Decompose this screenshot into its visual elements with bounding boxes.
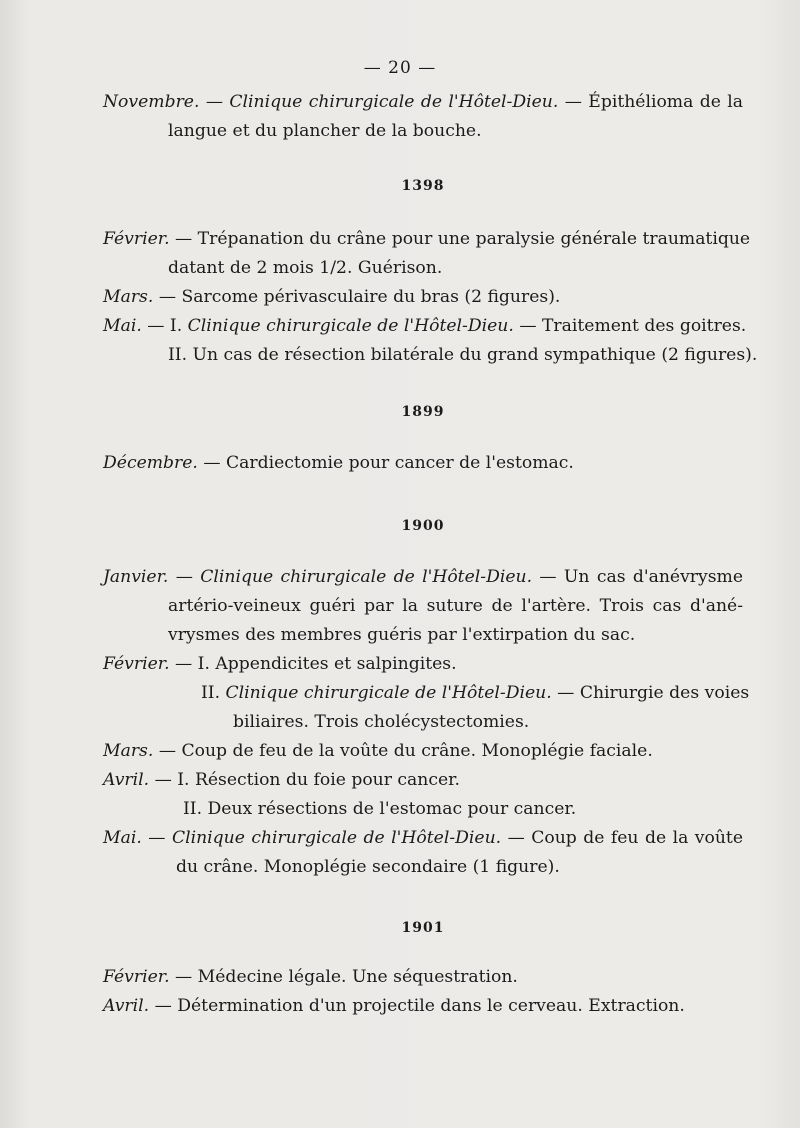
entry-text: — Coup de feu de la voûte [507,828,743,848]
entry-janvier-1900 [103,563,743,650]
month-label: Avril. [103,996,150,1016]
entry-line [103,449,743,478]
month-label: Février. [103,229,170,249]
clinique-title: Clinique chirurgicale de l'Hôtel-Dieu. [171,828,502,848]
entry-text: — Traitement des goitres. [519,316,747,336]
entry-fevrier-1898 [103,225,751,283]
entry-avril-1900 [103,766,743,824]
entry-line: II. Clinique chirurgicale de l'Hôtel-Dieu. — Chirurgie des voies [201,683,750,703]
entry-fevrier-1900 [103,650,750,737]
entry-decembre-1899 [103,449,743,478]
entry-mai-1898 [103,312,758,370]
entry-text: — Coup de feu de la voûte du crâne. Monoplégie faciale. [158,741,653,761]
month-label: Mars. [103,741,154,761]
entry-line: Janvier. — Clinique chirurgicale de l'Hôtel-Dieu. — Un cas d'anévrysme [103,567,743,587]
year-heading-1899: 1899 [401,404,445,420]
clinique-title: Clinique chirurgicale de l'Hôtel-Dieu. [200,567,533,587]
entry-line: biliaires. Trois cholécystectomies. [233,712,530,732]
clinique-title: Clinique chirurgicale de l'Hôtel-Dieu. [187,316,514,336]
entry-line [103,737,743,766]
entry-line: II. Deux résections de l'estomac pour cancer. [183,799,577,819]
page-number: — 20 — [363,58,437,78]
entry-mai-1900 [103,824,743,882]
entry-text: — Cardiectomie pour cancer de l'estomac. [203,453,574,473]
entry-text: — Chirurgie des voies [557,683,750,703]
month-label: Décembre. [103,453,198,473]
entry-mars-1898 [103,283,743,312]
entry-text: — Médecine légale. Une séquestration. [175,967,518,987]
entry-line: vrysmes des membres guéris par l'extirpation du sac. [168,625,636,645]
entry-text: — Épithélioma de la [564,92,744,112]
entry-fevrier-1901 [103,963,743,992]
clinique-title: Clinique chirurgicale de l'Hôtel-Dieu. [229,92,559,112]
entry-novembre [103,88,743,146]
entry-line [103,225,751,254]
entry-line: langue et du plancher de la bouche. [168,121,482,141]
entry-line: Novembre. — Clinique chirurgicale de l'Hôtel-Dieu. — Épithélioma de la [103,92,744,112]
entry-line [103,650,743,679]
entry-line: du crâne. Monoplégie secondaire (1 figure). [176,857,560,877]
entry-line [103,963,743,992]
entry-text: — I. Résection du foie pour cancer. [154,770,460,790]
month-label: Février. [103,967,170,987]
entry-text: — Détermination d'un projectile dans le cerveau. Extraction. [154,996,685,1016]
entry-line [103,992,743,1021]
clinique-title: Clinique chirurgicale de l'Hôtel-Dieu. [225,683,552,703]
month-label: Janvier. [103,567,169,587]
entry-line [103,283,743,312]
month-label: Mars. [103,287,154,307]
entry-line: II. Un cas de résection bilatérale du grand sympathique (2 figures). [168,345,758,365]
entry-line: artério-veineux guéri par la suture de l'artère. Trois cas d'ané- [168,596,743,616]
year-heading-1900: 1900 [401,518,445,534]
entry-text: — Sarcome périvasculaire du bras (2 figures). [158,287,561,307]
entry-avril-1901 [103,992,743,1021]
month-label: Mai. [103,316,142,336]
entry-line [103,766,743,795]
entry-line: datant de 2 mois 1/2. Guérison. [168,258,443,278]
publication-list [103,88,758,1021]
year-heading-1901: 1901 [401,920,445,936]
entry-line: Mai. — Clinique chirurgicale de l'Hôtel-Dieu. — Coup de feu de la voûte [103,828,743,848]
month-label: Février. [103,654,170,674]
month-label: Avril. [103,770,150,790]
entry-text: — Un cas d'anévrysme [539,567,743,587]
entry-text: — I. Appendicites et salpingites. [175,654,457,674]
year-heading-1898: 1398 [401,178,445,194]
entry-text: — Trépanation du crâne pour une paralysie générale traumatique [175,229,751,249]
month-label: Mai. [103,828,142,848]
month-label: Novembre. [103,92,200,112]
entry-mars-1900 [103,737,743,766]
entry-line: Mai. — I. Clinique chirurgicale de l'Hôtel-Dieu. — Traitement des goitres. [103,316,747,336]
